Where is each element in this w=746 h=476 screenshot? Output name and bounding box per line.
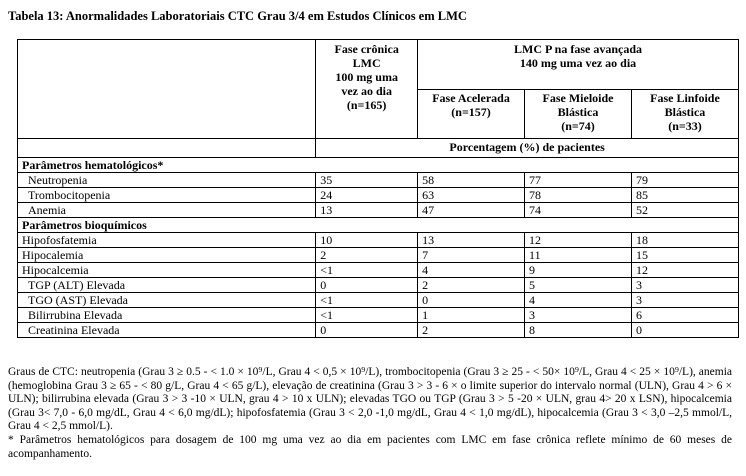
row-value: 4 bbox=[418, 263, 525, 278]
row-value: 11 bbox=[525, 248, 632, 263]
row-value: 7 bbox=[418, 248, 525, 263]
row-value: 3 bbox=[631, 278, 738, 293]
row-value: 15 bbox=[631, 248, 738, 263]
section-label-hematological: Parâmetros hematológicos* bbox=[18, 158, 739, 173]
table-row bbox=[18, 248, 739, 263]
row-value: 18 bbox=[631, 233, 738, 248]
row-label: TGP (ALT) Elevada bbox=[18, 278, 316, 293]
row-value: 10 bbox=[316, 233, 418, 248]
header-line: LMC bbox=[352, 56, 381, 70]
row-value: 47 bbox=[418, 203, 525, 218]
row-value: 6 bbox=[631, 308, 738, 323]
row-value: 35 bbox=[316, 173, 418, 188]
row-value: 5 bbox=[525, 278, 632, 293]
header-percent: Porcentagem (%) de pacientes bbox=[316, 139, 739, 158]
row-value: 0 bbox=[418, 293, 525, 308]
row-value: 8 bbox=[525, 323, 632, 338]
row-value: 3 bbox=[631, 293, 738, 308]
header-line: Blástica bbox=[664, 105, 706, 119]
header-line: Fase Mieloide bbox=[542, 91, 614, 105]
row-label: Anemia bbox=[18, 203, 316, 218]
section-label-biochemical: Parâmetros bioquímicos bbox=[18, 218, 739, 233]
row-value: 9 bbox=[525, 263, 632, 278]
row-value: <1 bbox=[316, 308, 418, 323]
header-row-3 bbox=[18, 139, 739, 158]
table-title: Tabela 13: Anormalidades Laboratoriais CTC Grau 3/4 em Estudos Clínicos em LMC bbox=[8, 9, 467, 23]
header-blank-cell bbox=[18, 40, 316, 139]
table-row bbox=[18, 308, 739, 323]
header-advanced-phase bbox=[418, 40, 739, 90]
header-myeloid-blast bbox=[525, 90, 632, 139]
row-value: 79 bbox=[631, 173, 738, 188]
row-label: Bilirrubina Elevada bbox=[18, 308, 316, 323]
row-value: 13 bbox=[418, 233, 525, 248]
footnotes bbox=[8, 366, 732, 461]
row-value: 1 bbox=[418, 308, 525, 323]
row-label: Trombocitopenia bbox=[18, 188, 316, 203]
header-line: 140 mg uma vez ao dia bbox=[519, 56, 637, 70]
header-line: 100 mg uma bbox=[335, 70, 398, 84]
lab-abnormalities-table bbox=[17, 39, 739, 338]
row-value: 74 bbox=[525, 203, 632, 218]
row-label: Hipocalemia bbox=[18, 248, 316, 263]
table-row bbox=[18, 188, 739, 203]
header-lymphoid-blast bbox=[631, 90, 738, 139]
row-value: 3 bbox=[525, 308, 632, 323]
header-blank-cell bbox=[18, 139, 316, 158]
header-line: Fase Linfoide bbox=[650, 91, 720, 105]
header-accelerated bbox=[418, 90, 525, 139]
row-value: 2 bbox=[418, 323, 525, 338]
row-label: Creatinina Elevada bbox=[18, 323, 316, 338]
row-value: 52 bbox=[631, 203, 738, 218]
table-row bbox=[18, 323, 739, 338]
table-row bbox=[18, 173, 739, 188]
header-line: Fase crônica bbox=[334, 42, 399, 56]
row-value: 77 bbox=[525, 173, 632, 188]
row-label: Hipofosfatemia bbox=[18, 233, 316, 248]
row-value: 2 bbox=[316, 248, 418, 263]
row-label: Hipocalcemia bbox=[18, 263, 316, 278]
row-value: 24 bbox=[316, 188, 418, 203]
row-value: 63 bbox=[418, 188, 525, 203]
header-row-1 bbox=[18, 40, 739, 90]
header-line: LMC P na fase avançada bbox=[514, 42, 643, 56]
header-line: Fase Acelerada bbox=[432, 91, 510, 105]
row-value: 78 bbox=[525, 188, 632, 203]
header-line: (n=157) bbox=[451, 105, 491, 119]
row-value: <1 bbox=[316, 293, 418, 308]
row-value: 2 bbox=[418, 278, 525, 293]
header-line: vez ao dia bbox=[341, 84, 392, 98]
section-row bbox=[18, 218, 739, 233]
table-row bbox=[18, 233, 739, 248]
header-line: (n=74) bbox=[561, 119, 595, 133]
row-value: <1 bbox=[316, 263, 418, 278]
row-value: 58 bbox=[418, 173, 525, 188]
row-value: 4 bbox=[525, 293, 632, 308]
footnote-hematological: * Parâmetros hematológicos para dosagem de 100 mg uma vez ao dia em pacientes com LMC em fase crônica reflete mínimo de 60 meses de acompanhamento. bbox=[8, 433, 732, 460]
row-value: 85 bbox=[631, 188, 738, 203]
header-line: (n=33) bbox=[668, 119, 702, 133]
row-label: Neutropenia bbox=[18, 173, 316, 188]
row-value: 0 bbox=[316, 323, 418, 338]
header-chronic-phase bbox=[316, 40, 418, 139]
table-row bbox=[18, 278, 739, 293]
table-row bbox=[18, 203, 739, 218]
row-value: 0 bbox=[631, 323, 738, 338]
row-label: TGO (AST) Elevada bbox=[18, 293, 316, 308]
header-line: Blástica bbox=[557, 105, 599, 119]
table-row bbox=[18, 263, 739, 278]
header-line: (n=165) bbox=[346, 98, 387, 112]
section-row bbox=[18, 158, 739, 173]
footnote-ctc-grades: Graus de CTC: neutropenia (Grau 3 ≥ 0.5 - < 1.0 × 10⁹/L, Grau 4 < 0,5 × 10⁹/L), trombocitopenia (Grau 3 ≥ 25 - < 50× 10⁹/L, Grau 4 < 25 × 10⁹/L), anemia (hemoglobina Grau 3 ≥ 65 - < 80 g/L, Grau 4 < 65 g/L), elevação de creatinina (Grau 3 > 3 - 6 × o limite superior do intervalo normal (ULN), Grau 4 > 6 × ULN); bilirrubina elevada (Grau 3 > 3 -10 × ULN, grau 4 > 10 x ULN); elevadas TGO ou TGP (Grau 3 > 5 -20 × ULN, grau 4> 20 x LSN), hipocalcemia (Grau 3< 7,0 - 6,0 mg/dL, Grau 4 < 6,0 mg/dL); hipofosfatemia (Grau 3 < 2,0 -1,0 mg/dL, Grau 4 < 1,0 mg/dL), hipocalcemia (Grau 3 < 3,0 –2,5 mmol/L, Grau 4 < 2,5 mmol/L). bbox=[8, 366, 732, 433]
row-value: 12 bbox=[525, 233, 632, 248]
table-row bbox=[18, 293, 739, 308]
row-value: 0 bbox=[316, 278, 418, 293]
row-value: 12 bbox=[631, 263, 738, 278]
row-value: 13 bbox=[316, 203, 418, 218]
